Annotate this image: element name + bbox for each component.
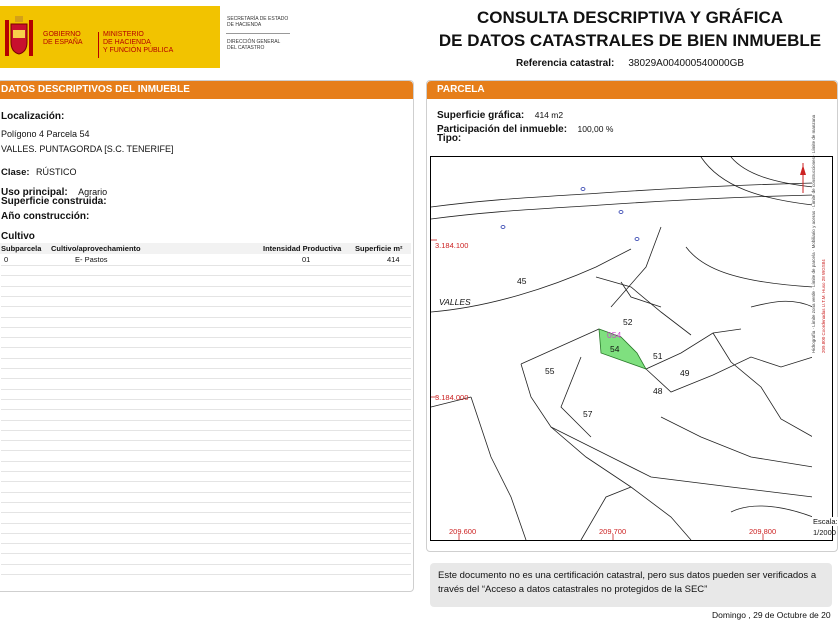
table-rule <box>1 409 411 410</box>
footer-date: Domingo , 29 de Octubre de 20 <box>712 610 831 620</box>
table-rule <box>1 337 411 338</box>
page-title-line-2: DE DATOS CATASTRALES DE BIEN INMUEBLE <box>438 31 822 50</box>
cultivo-table-header <box>0 243 411 254</box>
col-cultivo: Cultivo/aprovechamiento <box>51 244 141 253</box>
ministry-line-1: MINISTERIO <box>103 31 144 38</box>
table-rule <box>1 523 411 524</box>
parcel-label-48: 48 <box>653 386 663 396</box>
place-label-valles: VALLES <box>439 297 471 307</box>
legend-manzana: Límite de manzana <box>811 114 816 154</box>
table-rule <box>1 347 411 348</box>
table-rule <box>1 420 411 421</box>
direccion-line-1: DIRECCIÓN GENERAL <box>227 39 281 45</box>
table-rule <box>1 286 411 287</box>
localizacion-line-2: VALLES. PUNTAGORDA [S.C. TENERIFE] <box>1 144 174 154</box>
parcel-label-45: 45 <box>517 276 527 286</box>
col-subparcela: Subparcela <box>1 244 42 253</box>
uso-label: Uso principal: <box>1 187 68 198</box>
parcel-label-54: 54 <box>610 344 620 354</box>
clase-row <box>1 167 77 178</box>
localizacion-label: Localización: <box>1 111 65 122</box>
table-rule <box>1 492 411 493</box>
col-intensidad: Intensidad Productiva <box>263 244 342 253</box>
clase-label: Clase: <box>1 167 30 178</box>
parcel-label-55: 55 <box>545 366 555 376</box>
table-rule <box>1 564 411 565</box>
ministry-line-3: Y FUNCIÓN PÚBLICA <box>103 47 174 54</box>
parcel-label-49: 49 <box>680 368 690 378</box>
legend-zona-verde: Límite zona verde <box>811 290 816 327</box>
parcel-label-57: 57 <box>583 409 593 419</box>
localizacion-line-1: Polígono 4 Parcela 54 <box>1 129 90 139</box>
gov-line-1: GOBIERNO <box>43 31 81 38</box>
uso-value: Agrario <box>78 187 108 197</box>
ministry-name <box>103 31 173 55</box>
legend-hidrografia: Hidrografía <box>811 330 816 353</box>
directorate-block <box>222 8 294 66</box>
table-rule <box>1 296 411 297</box>
ministry-line-2: DE HACIENDA <box>103 39 151 46</box>
ano-construccion-label: Año construcción: <box>1 211 90 222</box>
parcel-label-52: 52 <box>623 317 633 327</box>
sup-grafica-label: Superficie gráfica: <box>437 110 525 121</box>
cultivo-title: Cultivo <box>1 231 35 242</box>
table-rule <box>1 512 411 513</box>
cadastral-map[interactable] <box>430 156 814 541</box>
cell-intensidad: 01 <box>302 255 311 264</box>
table-rule <box>1 327 411 328</box>
table-row <box>0 254 411 265</box>
table-rule <box>1 368 411 369</box>
table-rule <box>1 440 411 441</box>
table-rule <box>1 461 411 462</box>
table-rule <box>1 306 411 307</box>
page-title-line-1: CONSULTA DESCRIPTIVA Y GRÁFICA <box>476 8 784 27</box>
secretaria-line-2: DE HACIENDA <box>227 22 262 28</box>
participacion-value: 100,00 % <box>577 124 614 134</box>
col-superficie: Superficie m² <box>355 244 403 253</box>
table-rule <box>1 502 411 503</box>
legend-items: Hidrografía · Límite zona verde · Límite de parcela · Mobiliario y aceras · Límite de construcciones · Límite de manzana 209.800 Coordenadas U.T.M. Huso 28 WGS84 <box>811 114 826 353</box>
grid-label-x3: 209.800 <box>749 527 777 536</box>
ref-value: 38029A004000540000GB <box>628 58 745 69</box>
tipo-label: Tipo: <box>437 133 462 144</box>
ref-label: Referencia catastral: <box>515 58 615 69</box>
table-rule <box>1 265 411 266</box>
clase-value: RÚSTICO <box>36 167 77 177</box>
sup-grafica-value: 414 m2 <box>534 110 564 120</box>
table-rule <box>1 543 411 544</box>
table-rule <box>1 533 411 534</box>
cell-superficie: 414 <box>387 255 400 264</box>
legend-construcciones: Límite de construcciones <box>811 157 816 207</box>
table-rule <box>1 430 411 431</box>
cadastral-reference <box>430 58 830 69</box>
direccion-line-2: DEL CATASTRO <box>227 45 265 51</box>
table-rule <box>1 317 411 318</box>
gov-name <box>43 31 83 47</box>
table-rule <box>1 378 411 379</box>
grid-label-x2: 209.700 <box>599 527 627 536</box>
participacion-row <box>437 119 613 137</box>
participacion-label: Participación del inmueble: <box>437 124 568 135</box>
table-rule <box>1 553 411 554</box>
coat-of-arms-icon <box>2 10 36 64</box>
cell-cultivo: E- Pastos <box>75 255 108 264</box>
grid-label-y2: 3.184.000 <box>435 393 469 402</box>
scale-label: Escala: <box>813 517 838 526</box>
descriptive-data-panel <box>0 80 414 592</box>
divider <box>98 32 99 58</box>
table-rule <box>1 389 411 390</box>
table-rule <box>1 358 411 359</box>
descriptive-data-header: DATOS DESCRIPTIVOS DEL INMUEBLE <box>0 81 413 99</box>
map-drawing <box>431 157 813 540</box>
parcel-header: PARCELA <box>427 81 837 99</box>
parcel-label-054: 054 <box>607 330 622 340</box>
table-rule <box>1 450 411 451</box>
gov-line-2: DE ESPAÑA <box>43 39 83 46</box>
sup-construida-label: Superficie construida: <box>1 196 107 207</box>
grid-label-x1: 209.600 <box>449 527 477 536</box>
cell-subparcela: 0 <box>4 255 9 264</box>
grid-label-y1: 3.184.100 <box>435 241 469 250</box>
table-rule <box>1 574 411 575</box>
disclaimer-note: Este documento no es una certificación catastral, pero sus datos pueden ser verificados a través del “Acceso a datos catastrales no protegidos de la SEC” <box>430 563 832 607</box>
government-logo-block <box>0 6 220 68</box>
scale-value: 1/2000 <box>813 528 836 537</box>
legend-mobiliario: Mobiliario y aceras <box>811 210 816 249</box>
legend-coords: 209.800 Coordenadas U.T.M. Huso 28 WGS84 <box>821 259 826 353</box>
table-rule <box>1 275 411 276</box>
secretaria-line-1: SECRETARÍA DE ESTADO <box>227 16 289 22</box>
table-rule <box>1 481 411 482</box>
table-rule <box>1 471 411 472</box>
table-rule <box>1 399 411 400</box>
parcel-label-51: 51 <box>653 351 663 361</box>
legend-limite-parcela: Límite de parcela <box>811 252 816 287</box>
